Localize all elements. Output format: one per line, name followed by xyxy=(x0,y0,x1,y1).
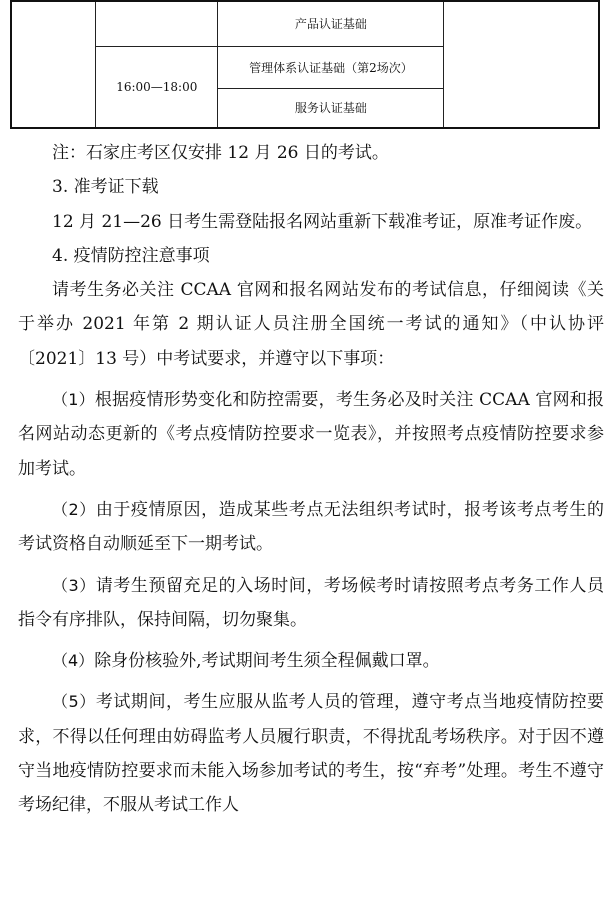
list-item xyxy=(18,685,604,822)
list-item-number: （4） xyxy=(52,651,95,671)
list-item-text: 由于疫情原因，造成某些考点无法组织考试时，报考该考点考生的考试资格自动顺延至下一期考试。 xyxy=(18,499,604,555)
list-item xyxy=(18,383,604,486)
table-cell-time: 16:00—18:00 xyxy=(96,46,218,128)
section-heading-3: 3. 准考证下载 xyxy=(52,177,159,198)
list-item-number: （5） xyxy=(52,692,96,712)
list-item-text: 考试期间，考生应服从监考人员的管理，遵守考点当地疫情防控要求，不得以任何理由妨碍监考人员履行职责，不得扰乱考场秩序。对于因不遵守当地疫情防控要求而未能入场参加考试的考生，按“弃考”处理。考生不遵守考场纪律，不服从考试工作人 xyxy=(18,692,604,816)
table-cell-time xyxy=(96,1,218,46)
list-item xyxy=(18,644,604,678)
table-cell-empty xyxy=(444,1,599,128)
table-cell-empty xyxy=(11,1,96,128)
section-heading-4: 4. 疫情防控注意事项 xyxy=(52,245,210,266)
document-body xyxy=(18,136,604,823)
list-item xyxy=(18,569,604,638)
table-row xyxy=(11,1,599,46)
table-cell-subject: 产品认证基础 xyxy=(218,1,444,46)
list-item-text: 除身份核验外,考试期间考生须全程佩戴口罩。 xyxy=(94,651,440,672)
list-item-number: （1） xyxy=(52,390,95,410)
table-cell-subject: 管理体系认证基础（第2场次） xyxy=(218,46,444,88)
list-item-number: （2） xyxy=(52,499,96,519)
exam-schedule-table xyxy=(10,0,600,129)
note-text: 注：石家庄考区仅安排 12 月 26 日的考试。 xyxy=(52,143,389,163)
list-item-number: （3） xyxy=(52,575,96,595)
list-item xyxy=(18,493,604,562)
list-item-text: 请考生预留充足的入场时间，考场候考时请按照考点考务工作人员指令有序排队，保持间隔，切勿聚集。 xyxy=(18,575,604,630)
list-item-text: 根据疫情形势变化和防控需要，考生务必及时关注 CCAA 官网和报名网站动态更新的《考点疫情防控要求一览表》，并按照考点疫情防控要求参加考试。 xyxy=(18,390,604,479)
paragraph: 请考生务必关注 CCAA 官网和报名网站发布的考试信息，仔细阅读《关于举办 2021 年第 2 期认证人员注册全国统一考试的通知》（中认协评〔2021〕13 号）中考试要求，并遵守以下事项： xyxy=(18,280,604,369)
paragraph: 12 月 21—26 日考生需登陆报名网站重新下载准考证，原准考证作废。 xyxy=(52,211,593,232)
table-cell-subject: 服务认证基础 xyxy=(218,88,444,128)
